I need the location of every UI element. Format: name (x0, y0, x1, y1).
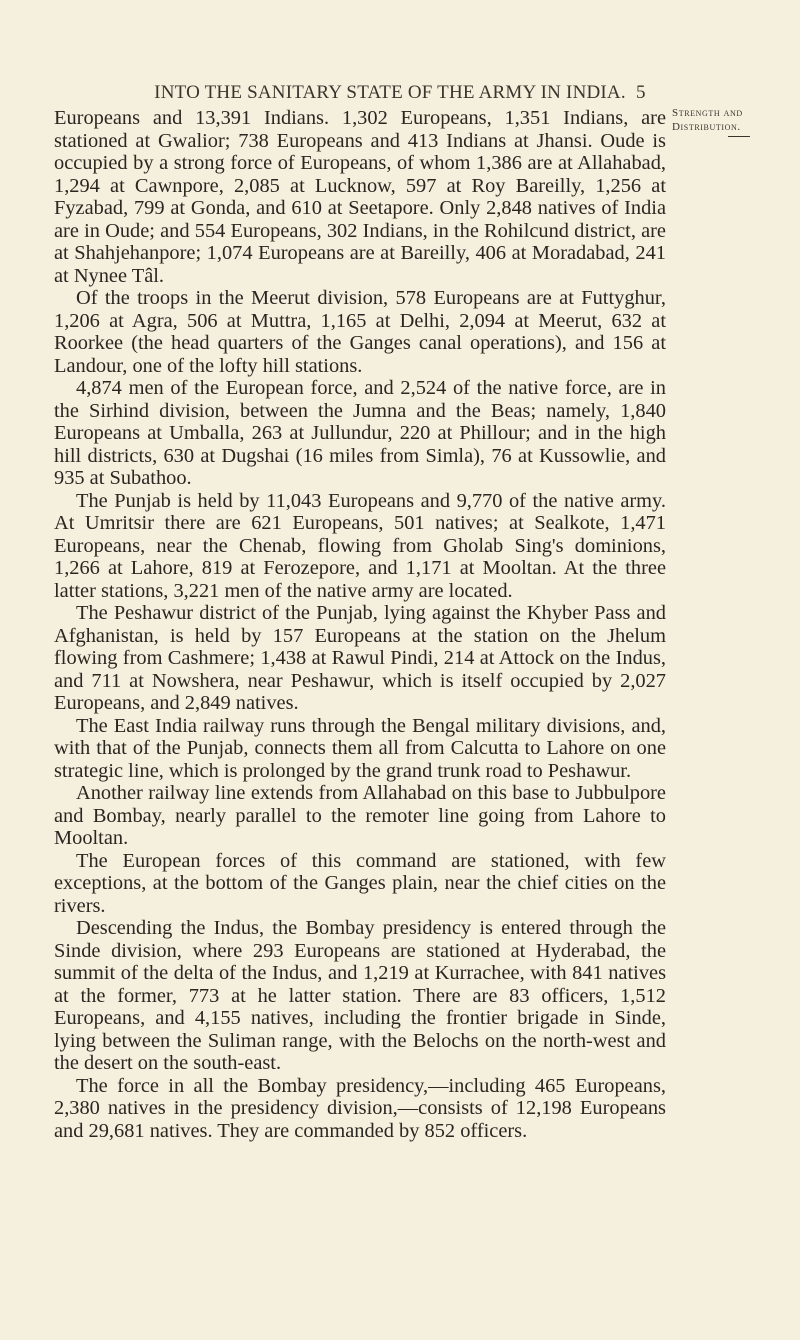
body-text (54, 107, 666, 1142)
paragraph: The European forces of this command are stationed, with few exceptions, at the bottom of the Ganges plain, near the chief cities on the rivers. (54, 849, 666, 917)
margin-note-line-2: Distribution. (672, 121, 741, 133)
margin-note-line-1: Strength and (672, 107, 743, 119)
margin-note-rule (728, 136, 750, 137)
paragraph: The Punjab is held by 11,043 Europeans and 9,770 of the native army. At Umritsir there are 621 Europeans, 501 natives; at Sealkote, 1,471 Europeans, near the Chenab, flowing from Gholab Sing's dominions, 1,266 at Lahore, 819 at Ferozepore, and 1,171 at Mooltan. At the three latter stations, 3,221 men of the native army are located. (54, 489, 666, 602)
margin-note (672, 106, 800, 137)
paragraph: The force in all the Bombay presidency,—including 465 Europeans, 2,380 natives in the presidency division,—consists of 12,198 Europeans and 29,681 natives. They are commanded by 852 officers. (54, 1074, 666, 1142)
paragraph: 4,874 men of the European force, and 2,524 of the native force, are in the Sirhind division, between the Jumna and the Beas; namely, 1,840 Europeans at Umballa, 263 at Jullundur, 220 at Phillour; and in the high hill districts, 630 at Dugshai (16 miles from Simla), 76 at Kussowlie, and 935 at Subathoo. (54, 377, 666, 489)
page-number: 5 (636, 82, 646, 103)
running-title: INTO THE SANITARY STATE OF THE ARMY IN INDIA. (154, 82, 626, 103)
paragraph: Another railway line extends from Allahabad on this base to Jubbulpore and Bombay, nearly parallel to the remoter line going from Lahore to Mooltan. (54, 782, 666, 849)
paragraph: The East India railway runs through the Bengal military divisions, and, with that of the Punjab, connects them all from Calcutta to Lahore on one strategic line, which is prolonged by the grand trunk road to Peshawur. (54, 714, 666, 782)
paragraph: Of the troops in the Meerut division, 578 Europeans are at Futtyghur, 1,206 at Agra, 506 at Muttra, 1,165 at Delhi, 2,094 at Meerut, 632 at Roorkee (the head quarters of the Ganges canal operations), and 156 at Landour, one of the lofty hill stations. (54, 287, 666, 377)
paragraph: Descending the Indus, the Bombay presidency is entered through the Sinde division, where 293 Europeans are stationed at Hyderabad, the summit of the delta of the Indus, and 1,219 at Kurrachee, with 841 natives at the former, 773 at he latter station. There are 83 officers, 1,512 Europeans, and 4,155 natives, including the frontier brigade in Sinde, lying between the Suliman range, with the Belochs on the north-west and the desert on the south-east. (54, 917, 666, 1074)
paragraph: The Peshawur district of the Punjab, lying against the Khyber Pass and Afghanistan, is held by 157 Europeans at the station on the Jhelum flowing from Cashmere; 1,438 at Rawul Pindi, 214 at Attock on the Indus, and 711 at Nowshera, near Peshawur, which is itself occupied by 2,027 Europeans, and 2,849 natives. (54, 602, 666, 714)
paragraph: Europeans and 13,391 Indians. 1,302 Europeans, 1,351 Indians, are stationed at Gwalior; 738 Europeans and 413 Indians at Jhansi. Oude is occupied by a strong force of Europeans, of whom 1,386 are at Allahabad, 1,294 at Cawnpore, 2,085 at Lucknow, 597 at Roy Bareilly, 1,256 at Fyzabad, 799 at Gonda, and 610 at Seetapore. Only 2,848 natives of India are in Oude; and 554 Europeans, 302 Indians, in the Rohilcund district, are at Shahjehanpore; 1,074 Europeans are at Bareilly, 406 at Moradabad, 241 at Nynee Tâl. (54, 107, 666, 287)
